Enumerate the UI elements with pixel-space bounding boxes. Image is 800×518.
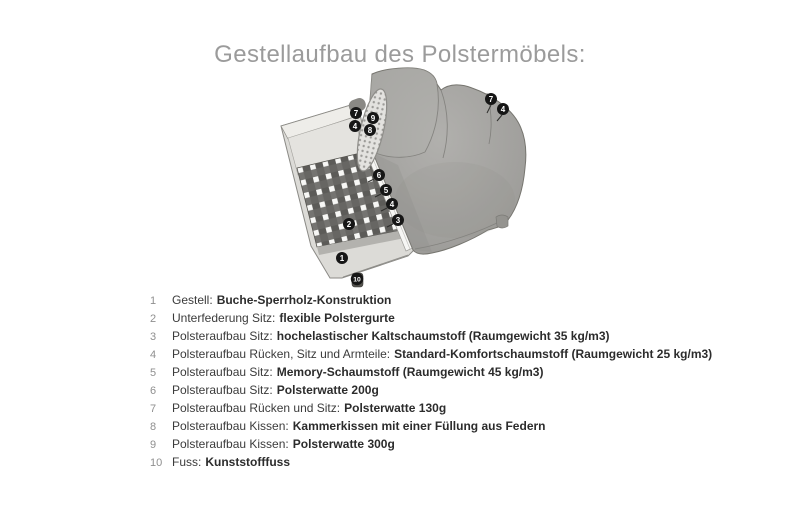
legend-label: Polsteraufbau Sitz: <box>172 383 273 397</box>
legend-row-2 <box>150 309 712 327</box>
legend-row-9 <box>150 435 712 453</box>
legend-value: Kunststofffuss <box>205 455 291 469</box>
svg-text:7: 7 <box>353 108 359 118</box>
legend-number: 9 <box>150 439 157 451</box>
callout-badge-5 <box>380 184 392 196</box>
legend-number: 3 <box>150 331 157 343</box>
legend-number: 6 <box>150 385 157 397</box>
construction-legend <box>150 291 712 471</box>
legend-number: 8 <box>150 421 157 433</box>
sofa-cutaway-illustration <box>255 60 555 300</box>
legend-label: Gestell: <box>172 293 213 307</box>
legend-label: Polsteraufbau Kissen: <box>172 437 289 451</box>
legend-number: 5 <box>150 367 157 379</box>
legend-row-6 <box>150 381 712 399</box>
legend-row-3 <box>150 327 712 345</box>
legend-number: 7 <box>150 403 157 415</box>
legend-value: Polsterwatte 200g <box>276 383 379 397</box>
legend-value: Polsterwatte 130g <box>344 401 447 415</box>
legend-row-10 <box>150 453 712 471</box>
legend-label: Polsteraufbau Rücken und Sitz: <box>172 401 341 415</box>
legend-value: flexible Polstergurte <box>279 311 395 325</box>
svg-text:1: 1 <box>339 253 345 263</box>
svg-text:7: 7 <box>488 94 494 104</box>
legend-label: Polsteraufbau Sitz: <box>172 365 273 379</box>
callout-badge-7-back <box>350 107 362 119</box>
svg-text:8: 8 <box>367 125 373 135</box>
legend-row-4 <box>150 345 712 363</box>
legend-row-1 <box>150 291 712 309</box>
svg-text:4: 4 <box>389 199 395 209</box>
callout-badge-9 <box>367 112 379 124</box>
callout-badge-1 <box>336 252 348 264</box>
legend-number: 1 <box>150 295 157 307</box>
callout-badge-4-back <box>349 120 361 132</box>
svg-text:6: 6 <box>376 170 382 180</box>
legend-row-7 <box>150 399 712 417</box>
svg-text:3: 3 <box>395 215 401 225</box>
page-title: Gestellaufbau des Polstermöbels: <box>214 41 586 68</box>
legend-value: Polsterwatte 300g <box>292 437 395 451</box>
callout-badge-4-seat <box>386 198 398 210</box>
seat-soft-shadow <box>395 162 515 238</box>
legend-row-8 <box>150 417 712 435</box>
legend-value: Memory-Schaumstoff (Raumgewicht 45 kg/m3) <box>276 365 544 379</box>
svg-text:5: 5 <box>383 185 389 195</box>
legend-value: Standard-Komfortschaumstoff (Raumgewicht 25 kg/m3) <box>394 347 713 361</box>
svg-text:4: 4 <box>500 104 506 114</box>
callout-badge-8 <box>364 124 376 136</box>
callout-badge-4-right <box>497 103 509 115</box>
legend-number: 2 <box>150 313 157 325</box>
legend-value: Buche-Sperrholz-Konstruktion <box>216 293 392 307</box>
legend-label: Polsteraufbau Kissen: <box>172 419 289 433</box>
legend-label: Unterfederung Sitz: <box>172 311 276 325</box>
legend-value: hochelastischer Kaltschaumstoff (Raumgewicht 35 kg/m3) <box>276 329 610 343</box>
svg-text:9: 9 <box>370 113 376 123</box>
legend-label: Fuss: <box>172 455 202 469</box>
callout-badge-6 <box>373 169 385 181</box>
svg-text:10: 10 <box>353 276 361 284</box>
callout-badge-2 <box>343 218 355 230</box>
legend-label: Polsteraufbau Rücken, Sitz und Armteile: <box>172 347 391 361</box>
legend-number: 10 <box>150 457 163 469</box>
legend-number: 4 <box>150 349 157 361</box>
legend-label: Polsteraufbau Sitz: <box>172 329 273 343</box>
svg-text:2: 2 <box>346 219 352 229</box>
sofa-rear-foot <box>496 215 508 228</box>
legend-value: Kammerkissen mit einer Füllung aus Federn <box>292 419 546 433</box>
legend-row-5 <box>150 363 712 381</box>
callout-badge-10 <box>351 273 363 285</box>
callout-badge-7-right <box>485 93 497 105</box>
callout-badge-3 <box>392 214 404 226</box>
svg-text:4: 4 <box>352 121 358 131</box>
